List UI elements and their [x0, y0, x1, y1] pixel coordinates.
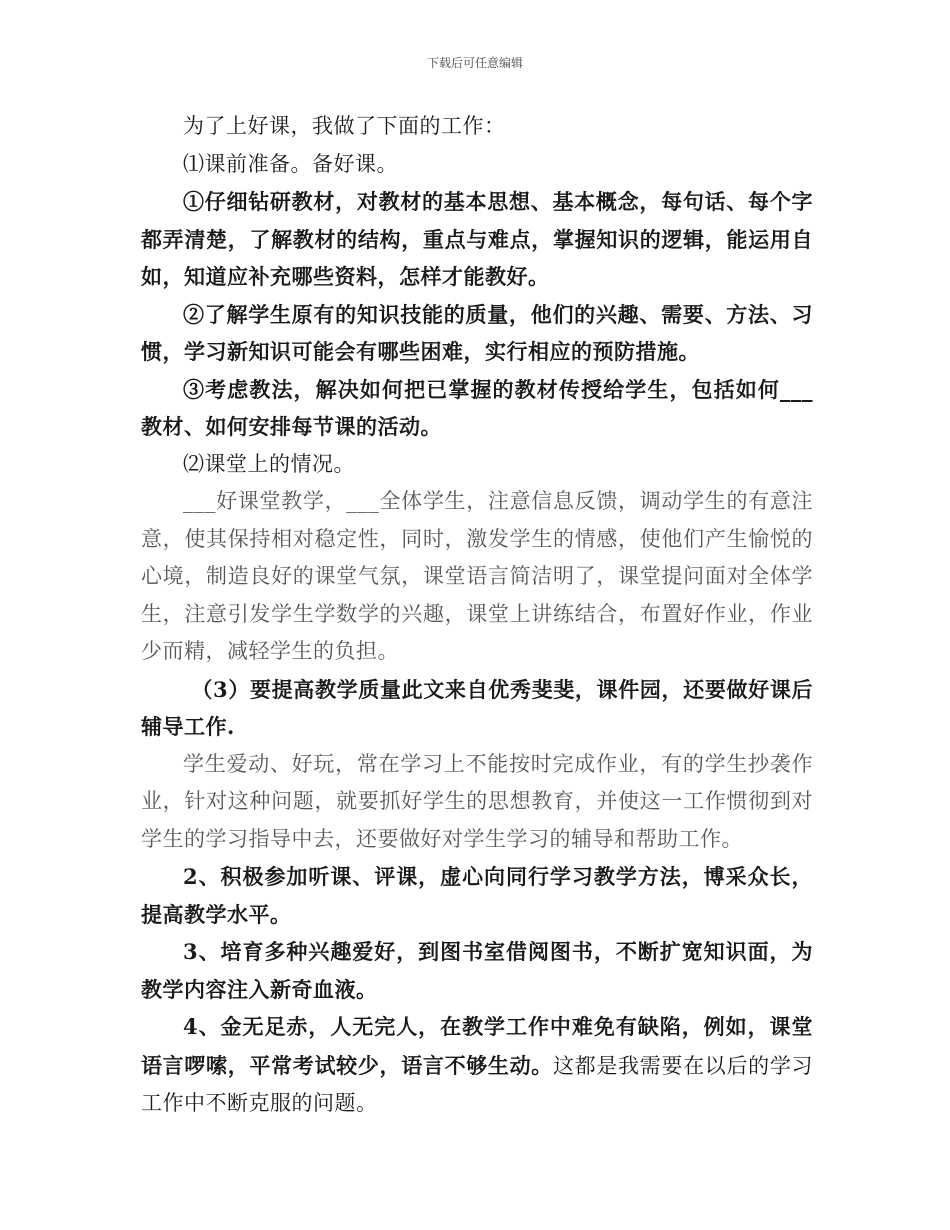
paragraph-intro: 为了上好课，我做了下面的工作： — [183, 114, 506, 138]
document-body — [141, 108, 813, 1123]
paragraph-item-4 — [141, 1008, 813, 1123]
paragraph-point-2: ②了解学生原有的知识技能的质量，他们的兴趣、需要、方法、习惯，学习新知识可能会有哪些困难，实行相应的预防措施。 — [141, 301, 813, 364]
paragraph-point-1: ①仔细钻研教材，对教材的基本思想、基本概念，每句话、每个字都弄清楚，了解教材的结构，重点与难点，掌握知识的逻辑，能运用自如，知道应补充哪些资料，怎样才能教好。 — [141, 189, 813, 289]
paragraph-item-2: 2、积极参加听课、评课，虚心向同行学习教学方法，博采众长，提高教学水平。 — [141, 864, 813, 927]
paragraph-tutoring-heading: （3）要提高教学质量此文来自优秀斐斐，课件园，还要做好课后辅导工作. — [141, 676, 813, 739]
paragraph-item-4-tail: 这都是我需要在以后的学习工作中不断克服的问题。 — [141, 1053, 814, 1115]
paragraph-classroom-body: ___好课堂教学，___全体学生，注意信息反馈，调动学生的有意注意，使其保持相对稳定性，同时，激发学生的情感，使他们产生愉悦的心境，制造良好的课堂气氛，课堂语言简洁明了，课堂提问面对全体学生，注意引发学生学数学的兴趣，课堂上讲练结合，布置好作业，作业少而精，减轻学生的负担。 — [141, 489, 813, 663]
paragraph-item-4-bold: 4、金无足赤，人无完人，在教学工作中难免有缺陷，例如，课堂语言啰嗦，平常考试较少，语言不够生动。 — [141, 1014, 813, 1078]
page-header: 下载后可任意编辑 — [426, 56, 523, 70]
paragraph-tutoring-body: 学生爱动、好玩，常在学习上不能按时完成作业，有的学生抄袭作业，针对这种问题，就要抓好学生的思想教育，并使这一工作惯彻到对学生的学习指导中去，还要做好对学生学习的辅导和帮助工作。 — [141, 751, 813, 851]
paragraph-point-3: ③考虑教法，解决如何把已掌握的教材传授给学生，包括如何___教材、如何安排每节课的活动。 — [141, 376, 813, 439]
paragraph-prep-heading: ⑴课前准备。备好课。 — [183, 151, 398, 176]
paragraph-classroom-heading: ⑵课堂上的情况。 — [183, 451, 355, 476]
paragraph-item-3: 3、培育多种兴趣爱好，到图书室借阅图书，不断扩宽知识面，为教学内容注入新奇血液。 — [141, 939, 813, 1002]
